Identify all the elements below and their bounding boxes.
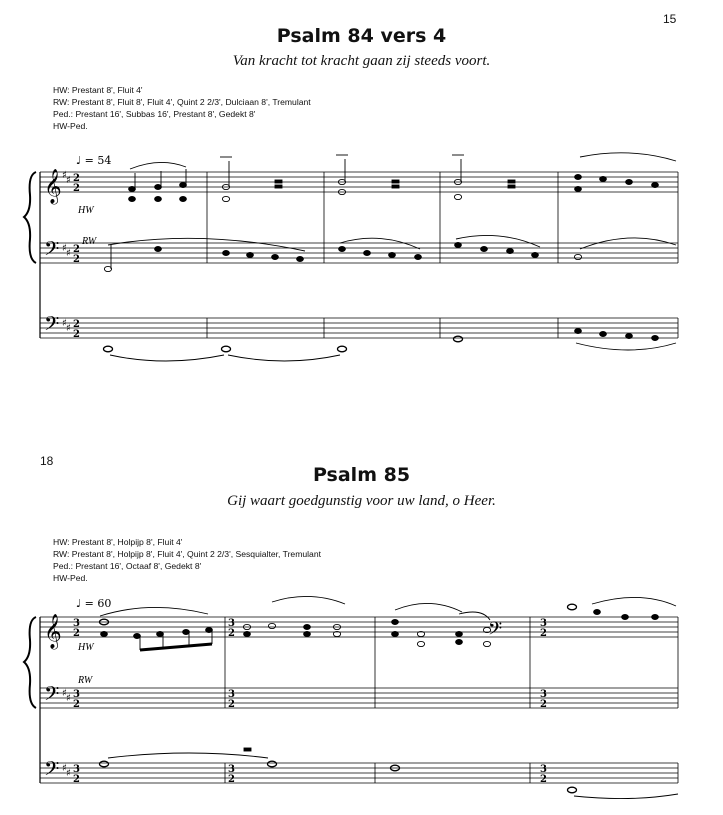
manual-label: HW xyxy=(78,642,94,653)
svg-text:𝄢: 𝄢 xyxy=(44,682,60,710)
svg-text:♯: ♯ xyxy=(62,763,67,774)
svg-text:♯: ♯ xyxy=(62,688,67,699)
svg-text:3: 3 xyxy=(540,764,547,775)
svg-text:2: 2 xyxy=(540,774,547,785)
registration-line: HW: Prestant 8', Holpijp 8', Fluit 4' xyxy=(53,537,183,547)
registration-line: Ped.: Prestant 16', Subbas 16', Prestant 8', Gedekt 8' xyxy=(53,109,256,119)
manual-label: RW xyxy=(82,236,97,247)
registration xyxy=(53,84,311,132)
svg-text:2: 2 xyxy=(228,774,235,785)
svg-text:2: 2 xyxy=(228,628,235,639)
svg-text:♯: ♯ xyxy=(66,323,71,334)
svg-text:3: 3 xyxy=(73,764,80,775)
svg-text:♯: ♯ xyxy=(62,318,67,329)
svg-text:3: 3 xyxy=(540,618,547,629)
svg-text:3: 3 xyxy=(73,689,80,700)
svg-text:𝄢: 𝄢 xyxy=(44,237,60,265)
svg-text:2: 2 xyxy=(73,774,80,785)
registration-line: Ped.: Prestant 16', Octaaf 8', Gedekt 8' xyxy=(53,561,202,571)
svg-text:2: 2 xyxy=(228,699,235,710)
page-number: 18 xyxy=(40,454,54,468)
registration-line: RW: Prestant 8', Holpijp 8', Fluit 4', Quint 2 2/3', Sesquialter, Tremulant xyxy=(53,549,322,559)
manual-label: HW xyxy=(78,205,94,216)
svg-text:𝄢: 𝄢 xyxy=(44,312,60,340)
svg-text:3: 3 xyxy=(228,764,235,775)
svg-text:2: 2 xyxy=(540,699,547,710)
svg-text:♯: ♯ xyxy=(62,170,67,181)
score-system xyxy=(0,590,723,815)
svg-text:3: 3 xyxy=(73,618,80,629)
svg-text:3: 3 xyxy=(228,689,235,700)
registration-line: RW: Prestant 8', Fluit 8', Fluit 4', Quint 2 2/3', Dulciaan 8', Tremulant xyxy=(53,97,311,107)
svg-text:2: 2 xyxy=(73,254,80,265)
piece-subtitle: Van kracht tot kracht gaan zij steeds voort. xyxy=(232,53,491,69)
svg-text:♯: ♯ xyxy=(62,243,67,254)
svg-text:𝄞: 𝄞 xyxy=(44,614,62,649)
registration-line: HW: Prestant 8', Fluit 4' xyxy=(53,85,143,95)
tempo-marking: ♩ = 54 xyxy=(76,154,112,167)
piece-subtitle: Gij waart goedgunstig voor uw land, o Heer. xyxy=(227,493,496,509)
tempo-marking: ♩ = 60 xyxy=(76,597,112,610)
svg-text:2: 2 xyxy=(540,628,547,639)
piece-title: Psalm 85 xyxy=(312,464,411,486)
svg-text:3: 3 xyxy=(228,618,235,629)
svg-text:2: 2 xyxy=(73,173,80,184)
svg-text:2: 2 xyxy=(73,329,80,340)
svg-text:♯: ♯ xyxy=(66,693,71,704)
svg-text:2: 2 xyxy=(73,319,80,330)
piece-title: Psalm 84 vers 4 xyxy=(276,25,447,47)
svg-text:𝄞: 𝄞 xyxy=(44,169,62,204)
svg-text:3: 3 xyxy=(540,689,547,700)
svg-text:♯: ♯ xyxy=(66,248,71,259)
svg-text:𝄢: 𝄢 xyxy=(488,619,503,644)
svg-text:♯: ♯ xyxy=(66,768,71,779)
page-number: 15 xyxy=(663,12,677,26)
svg-text:2: 2 xyxy=(73,244,80,255)
registration-line: HW-Ped. xyxy=(53,573,88,583)
svg-text:2: 2 xyxy=(73,183,80,194)
svg-text:2: 2 xyxy=(73,699,80,710)
svg-text:2: 2 xyxy=(73,628,80,639)
registration-line: HW-Ped. xyxy=(53,121,88,131)
score-system xyxy=(0,145,723,370)
manual-label: RW xyxy=(78,675,93,686)
registration xyxy=(53,536,321,584)
svg-text:♯: ♯ xyxy=(66,175,71,186)
svg-text:𝄢: 𝄢 xyxy=(44,757,60,785)
